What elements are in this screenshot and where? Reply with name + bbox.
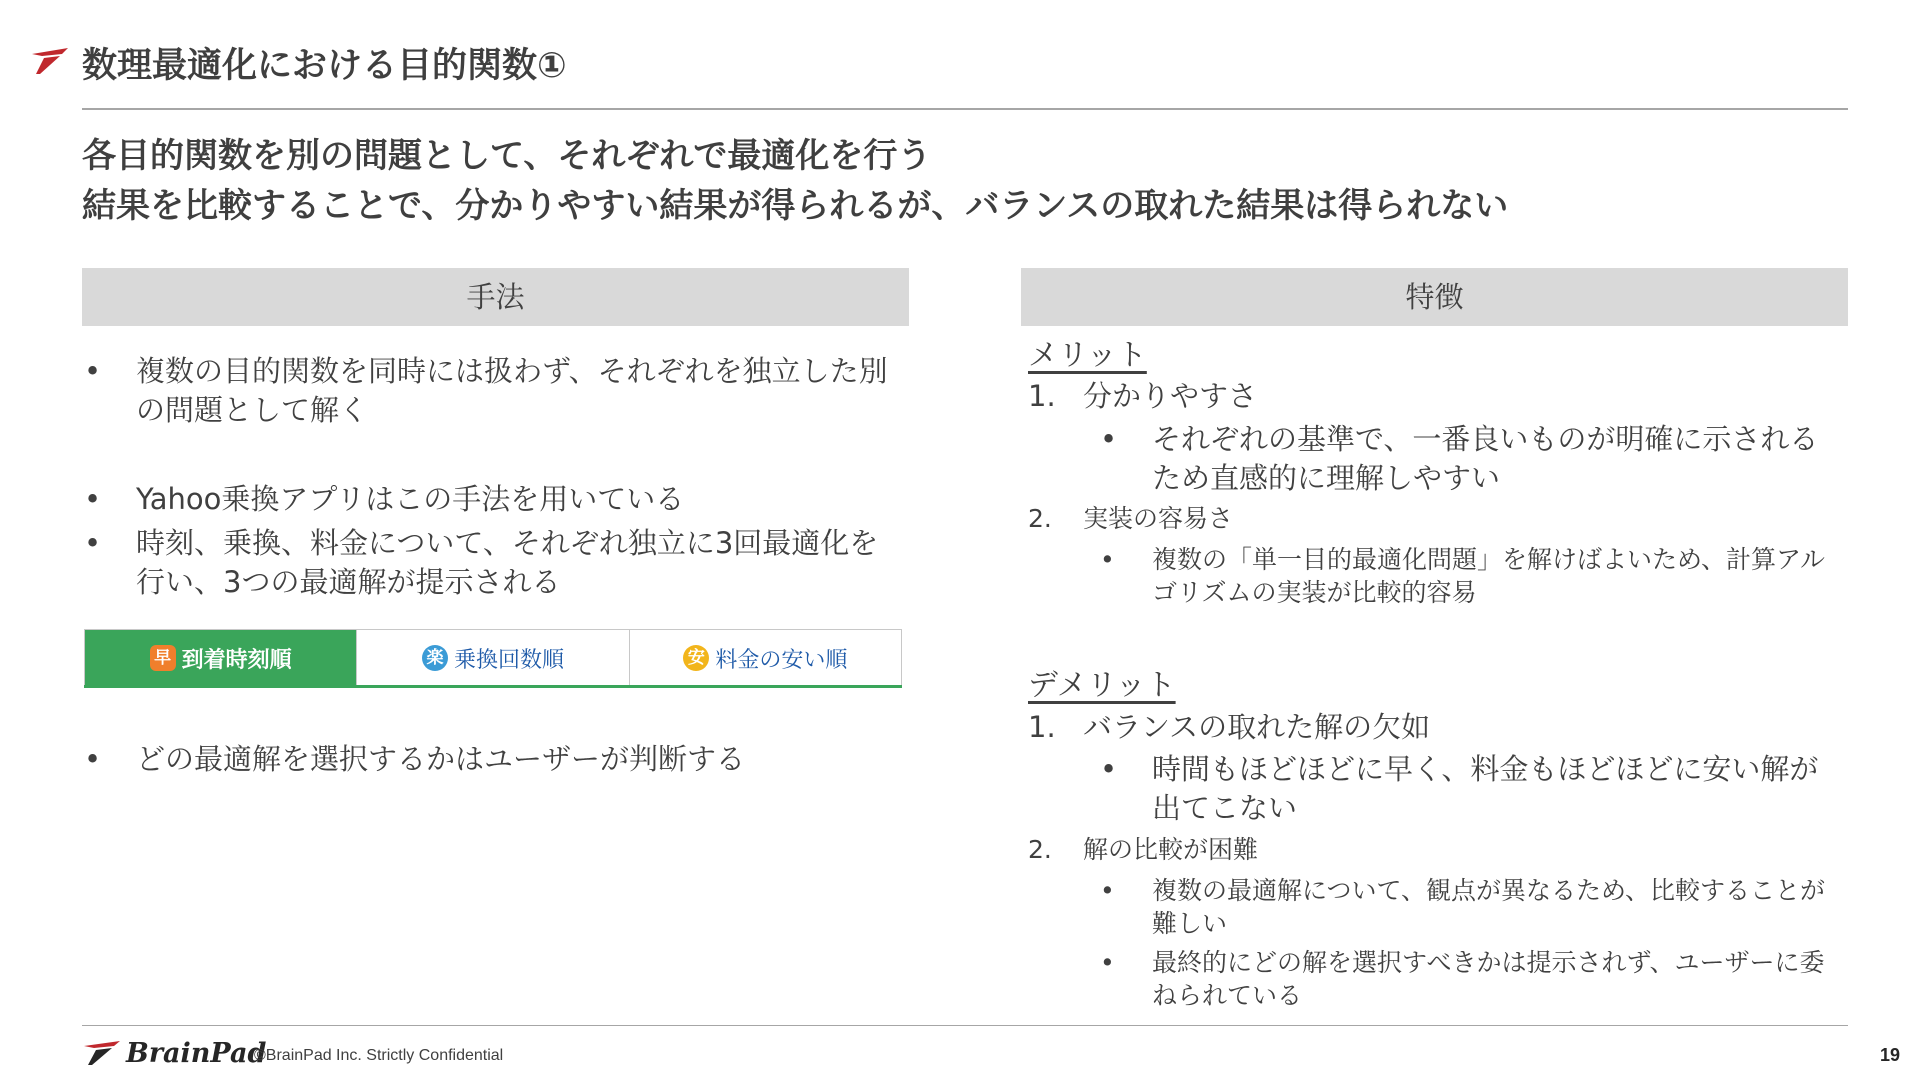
bullet-dot: • (1100, 422, 1118, 456)
bullet-dot: • (1100, 545, 1115, 574)
item-number: 2. (1028, 835, 1052, 864)
footer-copyright: ©BrainPad Inc. Strictly Confidential (254, 1047, 504, 1064)
title-divider (82, 108, 1848, 110)
bullet-dot: • (1100, 948, 1115, 977)
brand-mark-icon (30, 46, 70, 76)
method-bullet (84, 480, 904, 519)
method-column-header: 手法 (82, 268, 909, 326)
page-number: 19 (1880, 1045, 1901, 1065)
item-number: 1. (1028, 710, 1056, 744)
bullet-dot: • (84, 482, 102, 516)
item-label: 実装の容易さ (1083, 504, 1234, 533)
demerit-detail-bullet (1100, 874, 1840, 940)
method-bullet (84, 524, 904, 602)
subtitle-line-1: 各目的関数を別の問題として、それぞれで最適化を行う (82, 136, 932, 176)
page-title: 数理最適化における目的関数① (82, 46, 567, 86)
merit-detail-bullet (1100, 420, 1840, 498)
bullet-dot: • (84, 742, 102, 776)
bullet-dot: • (84, 354, 102, 388)
footer-divider (82, 1025, 1848, 1026)
item-number: 2. (1028, 504, 1052, 533)
tab-transfers (357, 630, 629, 686)
tabs-underline (84, 685, 902, 688)
method-bullet (84, 740, 904, 779)
tab-arrival-time (85, 630, 357, 686)
demerit-detail-bullet (1100, 750, 1840, 828)
bullet-text: 最終的にどの解を選択すべきかは提示されず、ユーザーに委ねられている (1152, 948, 1825, 1010)
footer-logo-text: BrainPad (126, 1037, 267, 1069)
demerit-heading: デメリット (1028, 668, 1176, 703)
bullet-text: 時間もほどほどに早く、料金もほどほどに安い解が出てこない (1152, 752, 1819, 825)
item-label: 解の比較が困難 (1083, 835, 1259, 864)
tab-label: 乗換回数順 (453, 647, 564, 673)
bullet-text: 複数の「単一目的最適化問題」を解けばよいため、計算アルゴリズムの実装が比較的容易 (1152, 545, 1826, 607)
demerit-detail-bullet (1100, 946, 1840, 1012)
merit-detail-bullet (1100, 543, 1840, 609)
tab-label: 料金の安い順 (715, 647, 848, 673)
bullet-text: 時刻、乗換、料金について、それぞれ独立に3回最適化を行い、3つの最適解が提示される (136, 526, 879, 599)
bullet-text: 複数の目的関数を同時には扱わず、それぞれを独立した別の問題として解く (136, 354, 888, 427)
method-bullet (84, 352, 904, 430)
easy-icon: 楽 (422, 645, 448, 671)
tab-fare (630, 630, 901, 686)
fast-icon: 早 (150, 645, 176, 671)
bullet-text: それぞれの基準で、一番良いものが明確に示されるため直感的に理解しやすい (1152, 422, 1819, 495)
features-column-header: 特徴 (1021, 268, 1848, 326)
bullet-text: 複数の最適解について、観点が異なるため、比較することが難しい (1152, 876, 1826, 938)
bullet-text: Yahoo乗換アプリはこの手法を用いている (136, 482, 685, 516)
item-label: 分かりやすさ (1083, 379, 1258, 413)
merit-heading: メリット (1028, 338, 1147, 373)
yahoo-route-sort-tabs-image (84, 629, 902, 687)
brainpad-mark-icon (82, 1039, 122, 1067)
cheap-icon: 安 (683, 645, 709, 671)
tab-label: 到着時刻順 (181, 647, 292, 673)
item-label: バランスの取れた解の欠如 (1083, 710, 1431, 744)
item-number: 1. (1028, 379, 1056, 413)
bullet-text: どの最適解を選択するかはユーザーが判断する (136, 742, 746, 776)
bullet-dot: • (1100, 752, 1118, 786)
bullet-dot: • (1100, 876, 1115, 905)
subtitle-line-2: 結果を比較することで、分かりやすい結果が得られるが、バランスの取れた結果は得られない (82, 186, 1509, 226)
footer-logo (82, 1038, 266, 1068)
bullet-dot: • (84, 526, 102, 560)
